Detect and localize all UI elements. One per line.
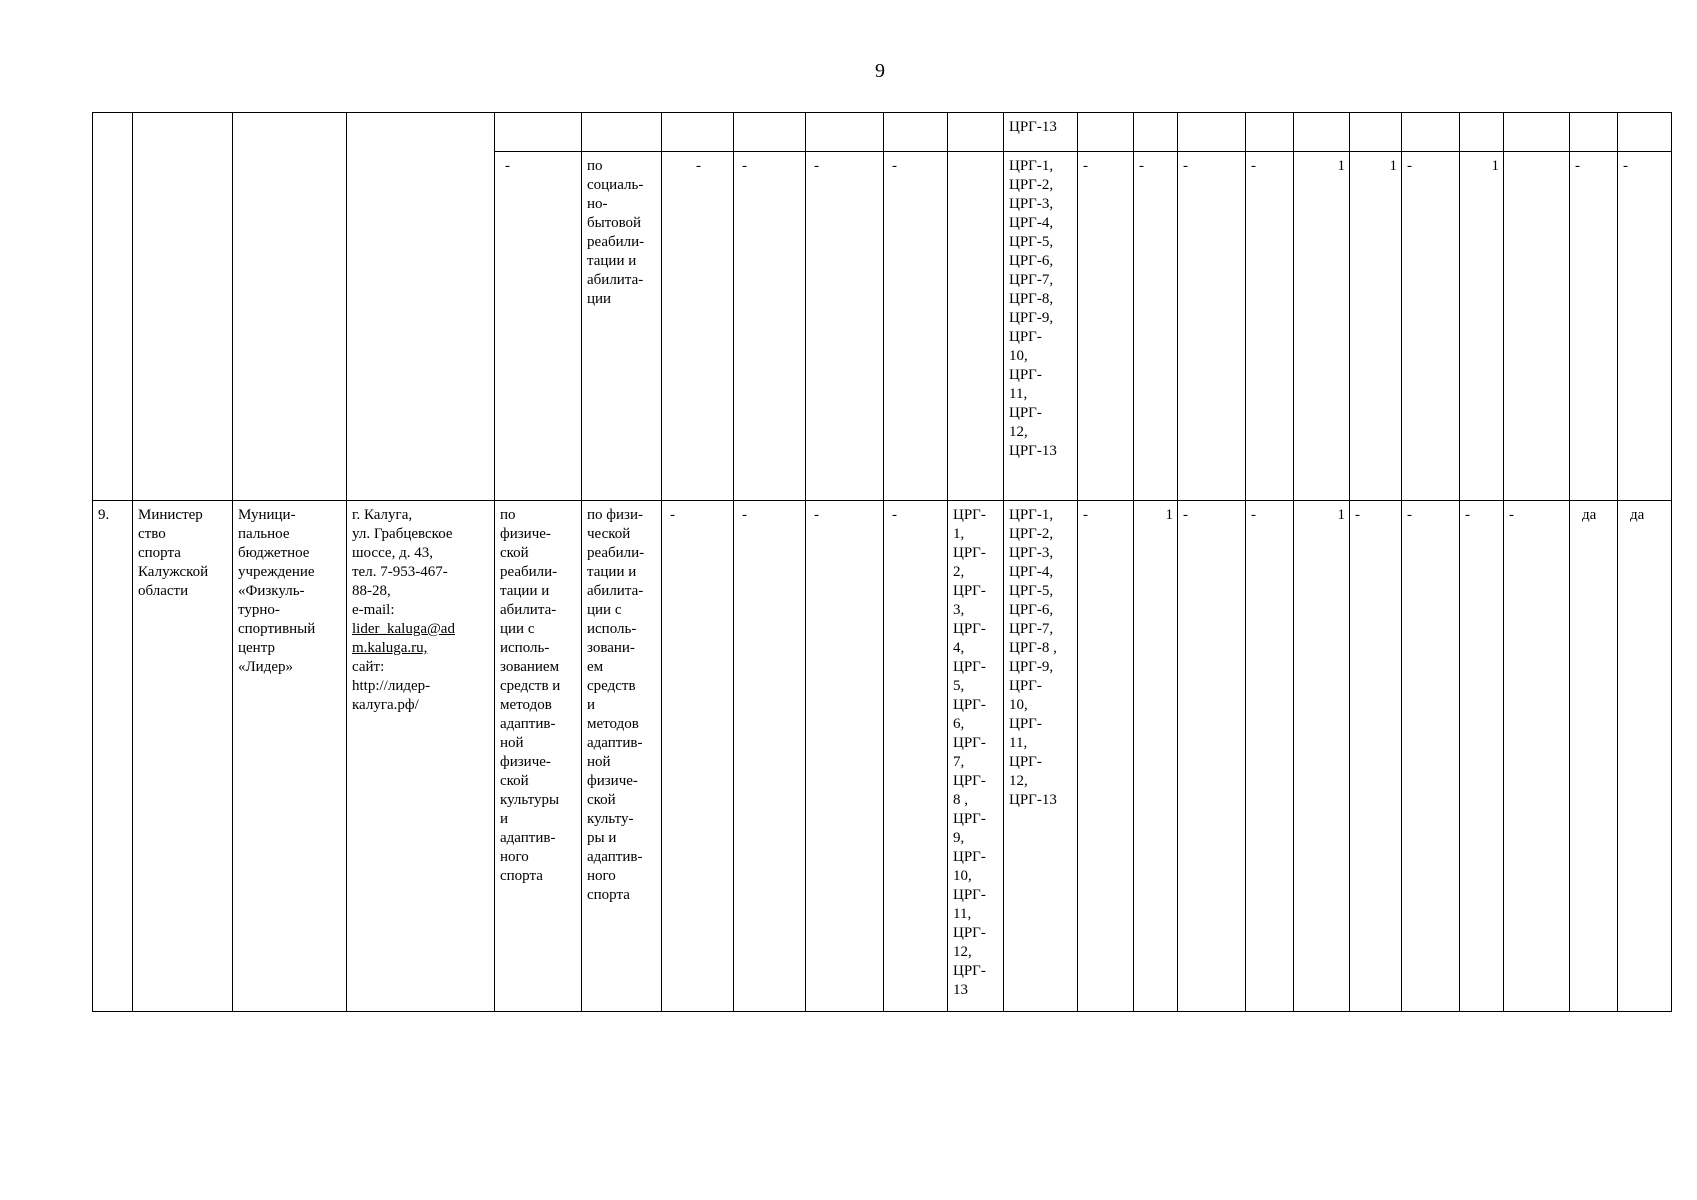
table-cell-group: ЦРГ-13 xyxy=(1004,113,1078,152)
table-cell xyxy=(1570,113,1618,152)
table-cell xyxy=(1402,113,1460,152)
table-cell: - xyxy=(806,152,884,501)
table-cell-service: по социаль- но- бытовой реабили- тации и абилита- ции xyxy=(582,152,662,501)
table-cell: 1 xyxy=(1294,501,1350,1012)
table-cell-groups: ЦРГ-1, ЦРГ-2, ЦРГ-3, ЦРГ-4, ЦРГ-5, ЦРГ-6, ЦРГ-7, ЦРГ-8, ЦРГ-9, ЦРГ- 10, ЦРГ- 11, ЦРГ- 12, ЦРГ-13 xyxy=(1004,152,1078,501)
table-cell: - xyxy=(1402,501,1460,1012)
cell-number: 9. xyxy=(93,501,133,1012)
table-cell xyxy=(1350,113,1402,152)
table-cell: - xyxy=(1078,501,1134,1012)
table-cell: - xyxy=(1246,152,1294,501)
table-cell: - xyxy=(1246,501,1294,1012)
table-cell xyxy=(1504,113,1570,152)
table-cell xyxy=(1294,113,1350,152)
cell-ministry: Министер ство спорта Калужской области xyxy=(133,501,233,1012)
cell-number xyxy=(93,113,133,501)
cell-address: г. Калуга, ул. Грабцевское шоссе, д. 43, тел. 7-953-467- 88-28, e-mail: lider_kaluga@ad m.kaluga.ru, сайт: http://лидер- калуга.рф/ xyxy=(347,501,495,1012)
site-link-cont[interactable]: калуга.рф/ xyxy=(352,697,419,713)
table-cell: - xyxy=(734,152,806,501)
table-cell: - xyxy=(1134,152,1178,501)
table-cell: - xyxy=(884,152,948,501)
cell-address xyxy=(347,113,495,501)
table-cell: - xyxy=(1178,152,1246,501)
table-cell: - xyxy=(1460,501,1504,1012)
table-cell xyxy=(1618,113,1672,152)
table-cell xyxy=(948,152,1004,501)
table-cell: 1 xyxy=(1294,152,1350,501)
page-number: 9 xyxy=(875,60,885,82)
table-cell xyxy=(884,113,948,152)
table-cell: - xyxy=(1402,152,1460,501)
table-cell xyxy=(1246,113,1294,152)
table-cell-service: по физиче- ской реабили- тации и абилита- ции с исполь- зованием средств и методов адаптив- ной физиче- ской культуры и адаптив- ного спорта xyxy=(495,501,582,1012)
table-cell-groups: ЦРГ-1, ЦРГ-2, ЦРГ-3, ЦРГ-4, ЦРГ-5, ЦРГ-6, ЦРГ-7, ЦРГ-8 , ЦРГ-9, ЦРГ- 10, ЦРГ- 11, ЦРГ- 12, ЦРГ-13 xyxy=(1004,501,1078,1012)
cell-institution xyxy=(233,113,347,501)
table-cell xyxy=(1504,152,1570,501)
table-cell xyxy=(1178,113,1246,152)
table-cell: - xyxy=(662,501,734,1012)
table-cell xyxy=(1460,113,1504,152)
table-cell: - xyxy=(1570,152,1618,501)
table-cell: да xyxy=(1618,501,1672,1012)
table-cell xyxy=(662,113,734,152)
table-cell xyxy=(582,113,662,152)
table-row xyxy=(93,113,1672,152)
email-link-cont[interactable]: m.kaluga.ru, xyxy=(352,640,428,656)
table-cell: - xyxy=(1078,152,1134,501)
table-cell xyxy=(1134,113,1178,152)
table-cell: - xyxy=(1618,152,1672,501)
table-cell: 1 xyxy=(1350,152,1402,501)
table-cell: - xyxy=(1504,501,1570,1012)
table-cell: - xyxy=(1350,501,1402,1012)
table-cell-service: по физи- ческой реабили- тации и абилита- ции с исполь- зовани- ем средств и методов адаптив- ной физиче- ской культу- ры и адаптив- ного спорта xyxy=(582,501,662,1012)
table-cell: - xyxy=(806,501,884,1012)
table-cell: - xyxy=(662,152,734,501)
site-link[interactable]: http://лидер- xyxy=(352,678,431,694)
registry-table xyxy=(92,112,1672,1012)
cell-institution: Муници- пальное бюджетное учреждение «Физкуль- турно- спортивный центр «Лидер» xyxy=(233,501,347,1012)
table-cell xyxy=(495,113,582,152)
table-cell xyxy=(948,113,1004,152)
email-link[interactable]: lider_kaluga@ad xyxy=(352,621,455,637)
table-cell: - xyxy=(734,501,806,1012)
table-cell-groups: ЦРГ- 1, ЦРГ- 2, ЦРГ- 3, ЦРГ- 4, ЦРГ- 5, ЦРГ- 6, ЦРГ- 7, ЦРГ- 8 , ЦРГ- 9, ЦРГ- 10, ЦРГ- 11, ЦРГ- 12, ЦРГ- 13 xyxy=(948,501,1004,1012)
table-cell: - xyxy=(884,501,948,1012)
table-cell: - xyxy=(1178,501,1246,1012)
table-cell: 1 xyxy=(1134,501,1178,1012)
cell-ministry xyxy=(133,113,233,501)
table-cell: 1 xyxy=(1460,152,1504,501)
table-cell xyxy=(734,113,806,152)
table-cell xyxy=(1078,113,1134,152)
table-cell xyxy=(806,113,884,152)
table-cell: - xyxy=(495,152,582,501)
table-row xyxy=(93,501,1672,1012)
table-cell: да xyxy=(1570,501,1618,1012)
